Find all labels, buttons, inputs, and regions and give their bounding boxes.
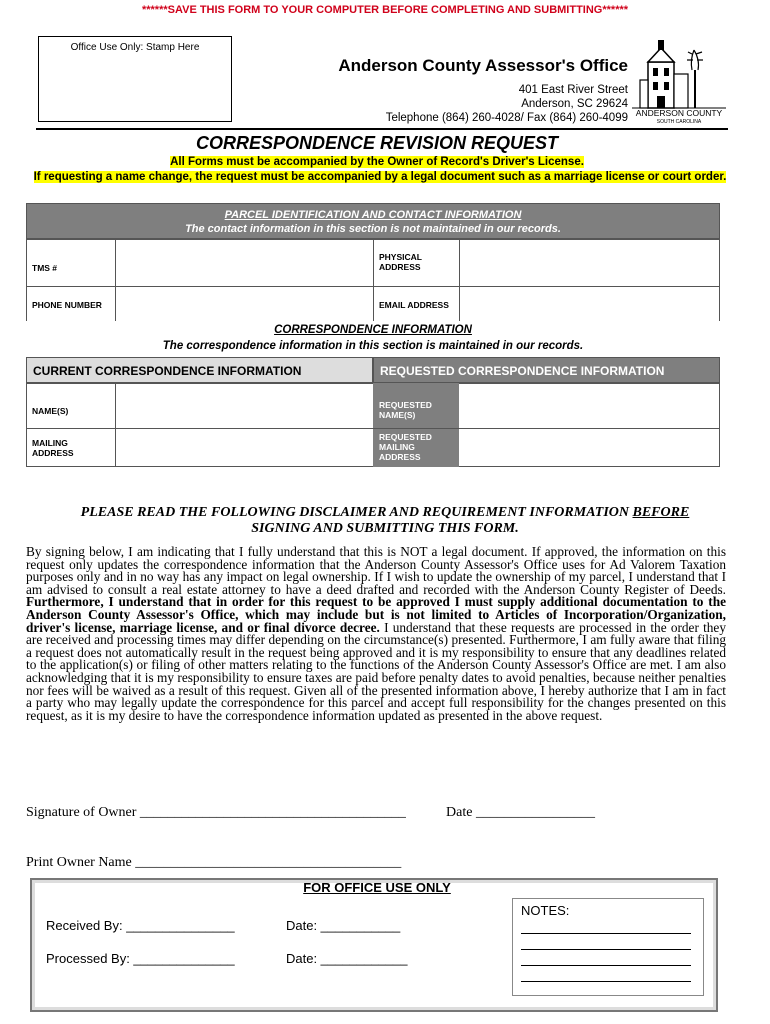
current-mailing-input[interactable]: [117, 430, 375, 467]
parcel-section-title: PARCEL IDENTIFICATION AND CONTACT INFORMATION: [224, 209, 522, 221]
disclaimer-text: By signing below, I am indicating that I fully understand that this is NOT a legal document. If approved, the information on this request only updates the correspondence information that the Anderson County Assessor's Office uses for Ad Valorem Taxation purposes only and in no way has any impact on legal ownership. If I wish to update the ownership of my parcel, I understand that I am advised to consult a real estate attorney to have a deed drafted and recorded with the Anderson County Register of Deeds. Furthermore, I understand that in order for this request to be approved I must supply additional documentation to the Anderson County Assessor's Office, which may include but is not limited to Articles of Incorporation/Organization, driver's license, marriage license, and or final divorce decree. I understand that these requests are processed in the order they are received and processing times may differ depending on the circumstance(s) presented. Furthermore, I am fully aware that filing a request does not automatically result in the request being approved and it is my responsibility to ensure that any deadlines related to the application(s) or filing of other matters relating to the functions of the Anderson County Assessor's Office are met. I am also acknowledging that it is my responsibility to ensure taxes are paid before penalty dates to avoid penalties, because neither penalties nor fees will be waived as a result of this request. Given all of the presented information above, I hereby authorize that I am in fact a party who may legally update the correspondence for this parcel and accept full responsibility for the changes presented on this request, as it is my desire to have the correspondence information updated as presented in the above request.: [26, 544, 726, 723]
parcel-section-header: [26, 203, 720, 239]
office-street: 401 East River Street: [518, 84, 628, 96]
processed-date-field[interactable]: Date: ____________: [286, 951, 408, 966]
form-title: CORRESPONDENCE REVISION REQUEST: [195, 133, 559, 153]
anderson-county-logo: [632, 40, 726, 124]
current-names-input[interactable]: [117, 385, 375, 428]
print-name-label: Print Owner Name: [26, 855, 132, 870]
phone-number-label: PHONE NUMBER: [32, 300, 102, 310]
tms-label: TMS #: [32, 263, 58, 273]
current-correspondence-header: CURRENT CORRESPONDENCE INFORMATION: [26, 357, 373, 383]
office-stamp-box: [38, 36, 232, 122]
requested-correspondence-header: REQUESTED CORRESPONDENCE INFORMATION: [373, 357, 720, 383]
office-city: Anderson, SC 29624: [521, 98, 628, 110]
names-label: NAME(S): [32, 406, 69, 416]
processed-by-field[interactable]: Processed By: ______________: [46, 951, 235, 966]
correspondence-section-subtitle: The correspondence information in this section is maintained in our records.: [162, 340, 584, 352]
correspondence-section-title: CORRESPONDENCE INFORMATION: [274, 324, 472, 336]
notes-line: [521, 949, 691, 950]
date-label: Date: [446, 805, 473, 820]
notes-line: [521, 965, 691, 966]
requested-names-input[interactable]: [461, 385, 722, 428]
received-date-field[interactable]: Date: ___________: [286, 918, 401, 933]
phone-number-input[interactable]: [117, 288, 375, 323]
signature-line[interactable]: ______________________________________: [139, 805, 406, 820]
date-row: [446, 805, 595, 821]
name-change-requirement: If requesting a name change, the request must be accompanied by a legal document such as a marriage license or court order.: [33, 171, 727, 183]
correspondence-section-header: [26, 321, 720, 356]
office-use-title: FOR OFFICE USE ONLY: [303, 880, 451, 895]
office-phone: Telephone (864) 260-4028/ Fax (864) 260-4099: [385, 112, 628, 124]
received-by-field[interactable]: Received By: _______________: [46, 918, 235, 933]
parcel-section-subtitle: The contact information in this section is not maintained in our records.: [185, 223, 561, 235]
email-address-input[interactable]: [461, 288, 722, 323]
courthouse-icon: [632, 40, 726, 124]
save-form-banner: ******SAVE THIS FORM TO YOUR COMPUTER BEFORE COMPLETING AND SUBMITTING******: [141, 4, 629, 16]
notes-line: [521, 933, 691, 934]
notes-line: [521, 981, 691, 982]
header-divider: [36, 128, 728, 130]
print-name-line[interactable]: ______________________________________: [135, 855, 402, 870]
signature-label: Signature of Owner: [26, 805, 137, 820]
requested-names-label: REQUESTED NAME(S): [379, 400, 432, 420]
office-address: [360, 83, 628, 125]
signature-row: [26, 805, 406, 821]
drivers-license-requirement: All Forms must be accompanied by the Owner of Record's Driver's License.: [170, 156, 584, 168]
mailing-address-label: MAILING ADDRESS: [32, 438, 74, 458]
logo-subtext: SOUTH CAROLINA: [656, 119, 702, 124]
office-name: Anderson County Assessor's Office: [338, 56, 628, 75]
disclaimer-heading: PLEASE READ THE FOLLOWING DISCLAIMER AND REQUIREMENT INFORMATION BEFORE SIGNING AND SUBMITTING THIS FORM.: [80, 505, 690, 536]
notes-label: NOTES:: [521, 903, 570, 918]
date-line[interactable]: _________________: [475, 805, 595, 820]
requested-mailing-input[interactable]: [461, 430, 722, 467]
tms-input[interactable]: [117, 241, 375, 286]
notes-box[interactable]: [512, 898, 704, 996]
requested-mailing-label: REQUESTED MAILING ADDRESS: [379, 432, 432, 462]
email-address-label: EMAIL ADDRESS: [379, 300, 449, 310]
logo-text: ANDERSON COUNTY: [635, 108, 723, 118]
print-name-row: [26, 855, 401, 871]
stamp-label: Office Use Only: Stamp Here: [70, 42, 200, 53]
physical-address-label: PHYSICAL ADDRESS: [379, 252, 422, 272]
physical-address-input[interactable]: [461, 241, 722, 286]
